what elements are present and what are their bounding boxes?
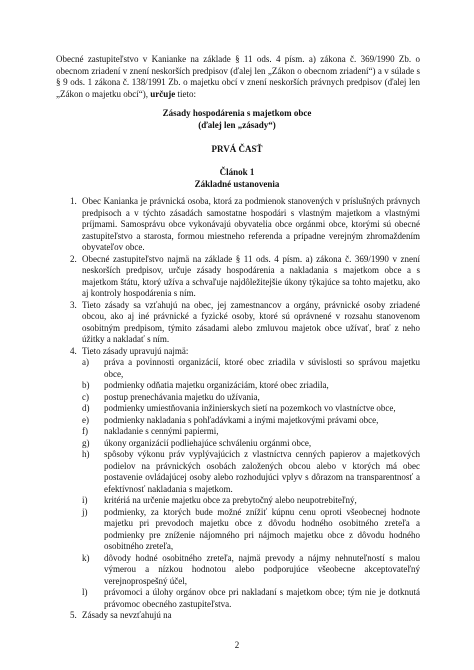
- item-text: Obecné zastupiteľstvo najmä na základe § 11 ods. 4 písm. a) zákona č. 369/1990 v znení neskorších predpisov, určuje zásady hospodárenia a nakladania s majetkom obce a s majetkom štátu, ktorý užíva a schvaľuje najdôležitejšie úkony týkajúce sa tohto majetku, ako aj kontroly hospodárenia s ním.: [82, 253, 420, 298]
- item-text: Obec Kanianka je právnická osoba, ktorá za podmienok stanovených v príslušných právnych predpisoch a v týchto zásadách samostatne hospodári s vlastným majetkom a vlastnými príjmami. Samosprávu obce vykonávajú obyvatelia obce orgánmi obce, ktorými sú obecné zastupiteľstvo a starosta, formou miestneho referenda a prípadne verejným zhromaždením obyvateľov obce.: [82, 196, 420, 252]
- sub-list-item: [82, 392, 420, 404]
- sub-item-text: podmienky umiestňovania inžinierskych sietí na pozemkoch vo vlastníctve obce,: [104, 403, 396, 413]
- provisions-list: [56, 196, 420, 622]
- list-item: [56, 254, 420, 300]
- sub-item-text: kritériá na určenie majetku obce za prebytočný alebo neupotrebiteľný,: [104, 495, 357, 505]
- sub-item-letter: b): [82, 380, 90, 390]
- sub-list-item: [82, 357, 420, 380]
- sub-list-item: [82, 449, 420, 495]
- sub-item-letter: i): [82, 495, 88, 505]
- document-title: Zásady hospodárenia s majetkom obce: [162, 108, 312, 118]
- document-subtitle: (ďalej len „zásady“): [198, 119, 276, 130]
- list-item: [56, 300, 420, 346]
- sub-item-letter: f): [82, 426, 88, 436]
- sub-item-text: nakladanie s cennými papiermi,: [104, 426, 219, 436]
- sub-list-item: [82, 438, 420, 450]
- sub-item-text: spôsoby výkonu práv vyplývajúcich z vlastníctva cenných papierov a majetkových podielov na právnických osobách založených obcou alebo v ktorých má obec postavenie ovládajúcej osoby alebo rozhodujúci vplyv s dôrazom na transparentnosť a efektívnosť nakladania s majetkom.: [104, 449, 420, 494]
- intro-text: Obecné zastupiteľstvo v Kanianke na základe § 11 ods. 4 písm. a) zákona č. 369/1990 Zb. o obecnom zriadení v znení neskorších predpisov (ďalej len „Zákon o obecnom zriadení“) a v súlade s § 9 ods. 1 zákona č. 138/1991 Zb. o majetku obcí v znení neskorších právnych predpisov (ďalej len „Zákon o majetku obcí“),: [56, 54, 420, 99]
- item-text: Tieto zásady sa vzťahujú na obec, jej zamestnancov a orgány, právnické osoby zriadené obcou, ako aj iné právnické a fyzické osoby, ktoré sú oprávnené v rozsahu stanovenom osobitným predpisom, týmito zásadami alebo zmluvou majetok obce užívať, brať z neho úžitky a nakladať s ním.: [82, 299, 420, 344]
- list-item: [56, 610, 420, 622]
- list-item: [56, 346, 420, 611]
- sub-item-letter: g): [82, 437, 90, 448]
- sub-list: [82, 357, 420, 610]
- intro-paragraph: [56, 54, 420, 100]
- sub-item-letter: e): [82, 414, 89, 425]
- sub-item-text: úkony organizácií podliehajúce schváleniu orgánmi obce,: [104, 437, 312, 448]
- page-number: 2: [234, 640, 240, 650]
- sub-item-letter: c): [82, 391, 89, 402]
- sub-item-letter: h): [82, 449, 90, 459]
- sub-item-letter: a): [82, 357, 89, 367]
- sub-list-item: [82, 495, 420, 507]
- sub-item-text: podmienky, za ktorých bude možné znížiť kúpnu cenu oproti všeobecnej hodnote majetku pri prevodoch majetku obce z dôvodu hodného osobitného zreteľa a podmienky pre zníženie nájomného pri nájmoch majetku obce z dôvodu hodného osobitného zreteľa,: [104, 506, 420, 551]
- sub-item-text: podmienky odňatia majetku organizáciám, ktoré obec zriadila,: [104, 380, 329, 390]
- item-number: 3.: [70, 299, 77, 310]
- sub-item-text: dôvody hodné osobitného zreteľa, najmä prevody a nájmy nehnuteľností s malou výmerou a nízkou hodnotou alebo podporujúce všeobecne akceptovateľný verejnoprospešný účel,: [104, 552, 420, 586]
- item-text: Tieto zásady upravujú najmä:: [82, 345, 189, 356]
- list-item: [56, 196, 420, 254]
- sub-list-item: [82, 587, 420, 610]
- sub-list-item: [82, 403, 420, 415]
- item-number: 1.: [70, 196, 77, 206]
- sub-item-text: postup prenechávania majetku do užívania,: [104, 391, 260, 402]
- sub-list-item: [82, 380, 420, 392]
- intro-text-end: tieto:: [175, 88, 196, 99]
- sub-item-text: podmienky nakladania s pohľadávkami a inými majetkovými právami obce,: [104, 414, 379, 425]
- sub-item-text: práva a povinnosti organizácií, ktoré obec zriadila v súvislosti so správou majetku obce,: [104, 357, 420, 379]
- sub-item-text: právomoci a úlohy orgánov obce pri nakladaní s majetkom obce; tým nie je dotknutá právomoc obecného zastupiteľstva.: [104, 587, 420, 609]
- sub-item-letter: j): [82, 506, 88, 517]
- sub-list-item: [82, 415, 420, 427]
- sub-list-item: [82, 426, 420, 438]
- sub-item-letter: l): [82, 587, 88, 597]
- item-number: 5.: [70, 610, 77, 620]
- sub-item-letter: k): [82, 552, 90, 563]
- intro-bold-verb: určuje: [150, 88, 176, 99]
- document-heading: [0, 108, 474, 131]
- article-number: Článok 1: [219, 167, 255, 177]
- article-title: Základné ustanovenia: [194, 178, 280, 189]
- sub-list-item: [82, 553, 420, 588]
- sub-item-letter: d): [82, 403, 90, 413]
- article-heading: [0, 167, 474, 190]
- part-title: PRVÁ ČASŤ: [211, 144, 263, 154]
- sub-list-item: [82, 507, 420, 553]
- item-text: Zásady sa nevzťahujú na: [82, 610, 172, 620]
- item-number: 4.: [70, 345, 77, 356]
- item-number: 2.: [70, 253, 77, 264]
